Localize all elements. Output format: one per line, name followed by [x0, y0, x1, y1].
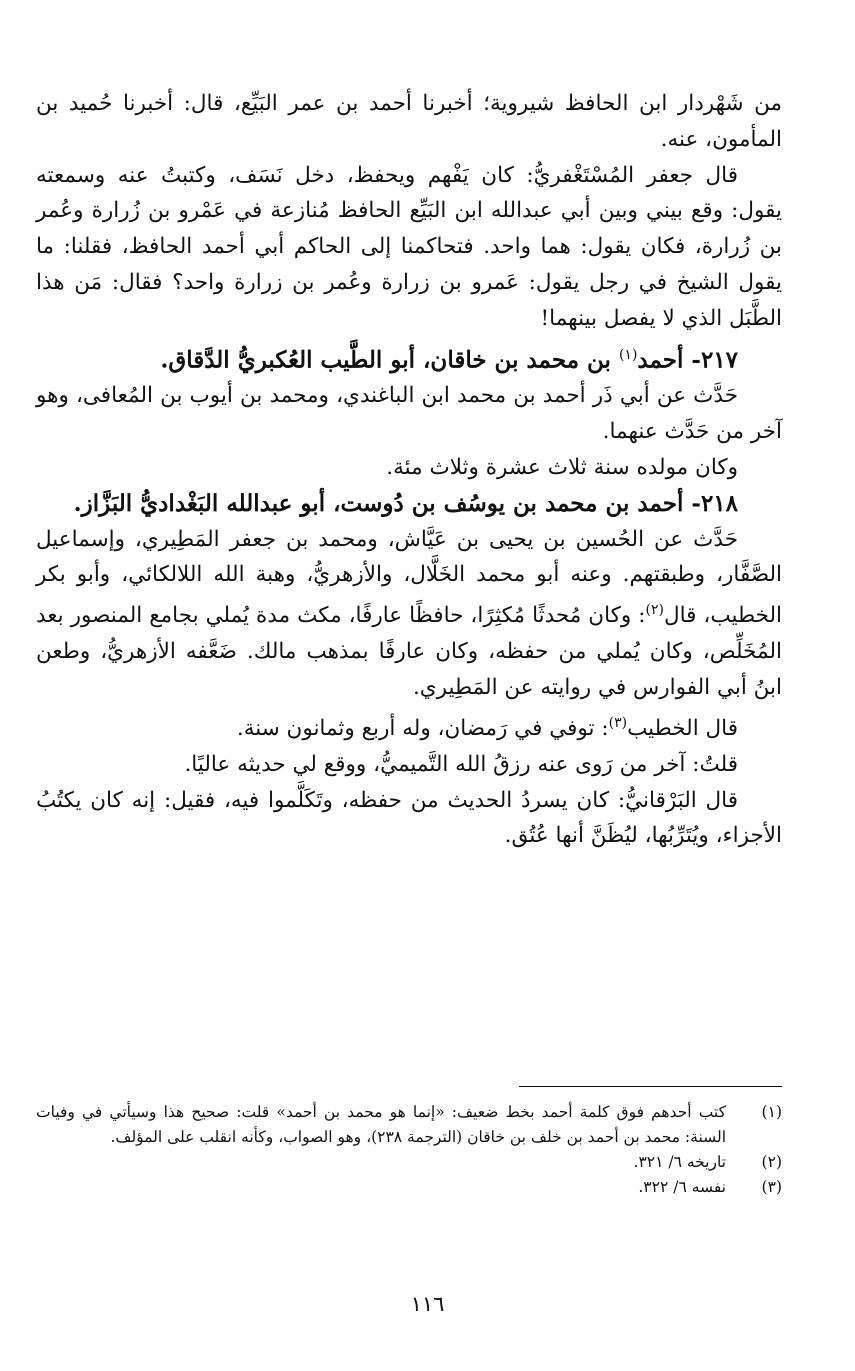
paragraph-6-head: قال الخطيب — [627, 715, 738, 741]
footnote-1-text: كتب أحدهم فوق كلمة أحمد بخط ضعيف: «إنما هو محمد بن أحمد» قلت: صحيح هذا وسيأتي في وفيات السنة: محمد بن أحمد بن خلف بن خاقان (الترجمة ٢٣٨)، وهو الصواب، وكأنه انقلب على المؤلف. — [36, 1103, 726, 1146]
main-text — [36, 86, 782, 854]
paragraph-2: قال جعفر المُسْتَغْفريُّ: كان يَفْهم ويحفظ، دخل نَسَف، وكتبتُ عنه وسمعته يقول: وقع بيني وبين أبي عبدالله ابن البَيِّع الحافظ مُنازعة في عَمْرو بن زُرارة وعُمر بن زُرارة، فكان يقول: هما واحد. فتحاكمنا إلى الحاكم أبي أحمد الحافظ، فقلنا: ما يقول الشيخ في رجل يقول: عَمرو بن زرارة وعُمر بن زرارة واحد؟ فقال: مَن هذا الطَّبَل الذي لا يفصل بينهما! — [36, 162, 782, 331]
paragraph-3: حَدَّث عن أبي ذَر أحمد بن محمد ابن الباغندي، ومحمد بن أيوب بن المُعافى، وهو آخر من حَدَّث عنهما. — [36, 383, 782, 445]
paragraph-4: وكان مولده سنة ثلاث عشرة وثلاث مئة. — [386, 454, 738, 480]
paragraph-6-tail: : توفي في رَمضان، وله أربع وثمانون سنة. — [236, 715, 609, 741]
footnote-1 — [36, 1100, 782, 1150]
footnote-ref-2: (٢) — [645, 602, 664, 619]
footnote-3 — [36, 1175, 782, 1200]
footnote-ref-1: (١) — [618, 346, 638, 363]
footnote-2-number: (٢) — [761, 1153, 782, 1171]
paragraph-5-tail: : وكان مُحدثًا مُكثِرًا، حافظًا عارفًا، مكث مدة يُملي بجامع المنصور بعد المُخَلِّص، وكان يُملي من حفظه، وكان عارفًا بمذهب مالك. ضَعَّفه الأزهريُّ، وطعن ابنُ أبي الفوارس في روايته عن المَطِيري. — [36, 603, 782, 700]
paragraph-5 — [36, 522, 782, 706]
entry-217-number-name: ٢١٧- أحمد — [637, 346, 738, 374]
footnote-separator — [519, 1086, 782, 1087]
paragraph-1: من شَهْردار ابن الحافظ شيروية؛ أخبرنا أحمد بن عمر البَيِّع، قال: أخبرنا حُميد بن المأمون، عنه. — [36, 91, 782, 152]
footnote-1-number: (١) — [761, 1103, 782, 1121]
paragraph-8: قال البَرْقانيُّ: كان يسردُ الحديث من حفظه، وتَكَلَّموا فيه، فقيل: إنه كان يكتُبُ الأجزاء، ويُتَرِّبُها، ليُظَنَّ أنها عُتُق. — [36, 787, 782, 849]
footnote-2-text: تاريخه ٦/ ٣٢١. — [633, 1153, 726, 1171]
footnote-3-text: نفسه ٦/ ٣٢٢. — [638, 1178, 726, 1196]
footnotes — [36, 1100, 782, 1200]
paragraph-6 — [36, 706, 782, 747]
paragraph-7: قلتُ: آخر من رَوى عنه رزقُ الله التَّميميُّ، ووقع لي حديثه عاليًا. — [184, 751, 738, 777]
footnote-3-number: (٣) — [761, 1178, 782, 1196]
entry-218-heading: ٢١٨- أحمد بن محمد بن يوسُف بن دُوست، أبو عبدالله البَغْداديُّ البَزَّاز. — [73, 489, 738, 517]
footnote-ref-3: (٣) — [608, 714, 628, 731]
footnote-2 — [36, 1150, 782, 1175]
page-number: ١١٦ — [410, 1292, 445, 1316]
entry-217-title: بن محمد بن خاقان، أبو الطَّيب العُكبريُّ الدَّقاق. — [160, 346, 619, 374]
entry-217-heading — [36, 337, 782, 379]
paragraph-5-text: حَدَّث عن الحُسين بن يحيى بن عَيَّاش، ومحمد بن جعفر المَطِيري، وإسماعيل الصَّفَّار، وطبقتهم. وعنه أبو محمد الخَلَّال، والأزهريُّ، وهبة الله اللالكائي، وأبو بكر الخطيب، قال — [36, 526, 782, 629]
